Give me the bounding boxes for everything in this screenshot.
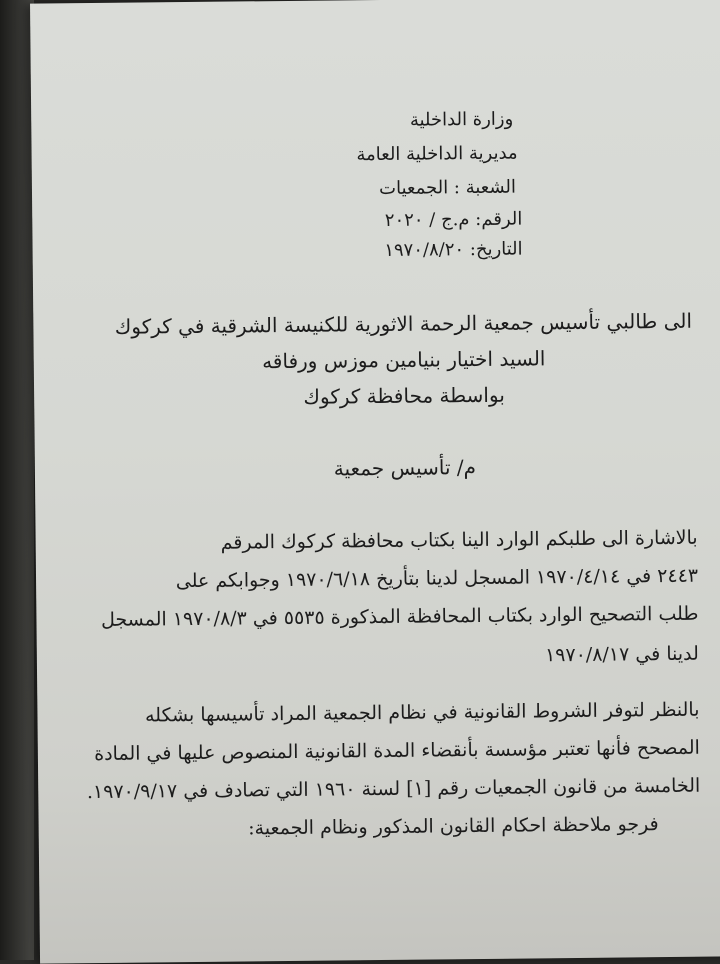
letter-page (30, 0, 720, 964)
addressee-line-2: السيد اختيار بنيامين موزس ورفاقه (262, 346, 546, 374)
addressee-line-1: الى طالبي تأسيس جمعية الرحمة الاثورية للكنيسة الشرقية في كركوك (114, 308, 693, 339)
paragraph-2-line-3: الخامسة من قانون الجمعيات رقم [١] لسنة ١٩٦٠ التي تصادف في ١٩٧٠/٩/١٧. (86, 774, 701, 804)
paragraph-1-line-2: ٢٤٤٣ في ١٩٧٠/٤/١٤ المسجل لدينا بتأريخ ١٩٧٠/٦/١٨ وجوابكم على (175, 564, 699, 593)
paragraph-1-line-3: طلب التصحيح الوارد بكتاب المحافظة المذكورة ٥٥٣٥ في ١٩٧٠/٨/٣ المسجل (100, 602, 699, 631)
letter-date: التاريخ: ١٩٧٠/٨/٢٠ (384, 238, 523, 261)
ministry-name: وزارة الداخلية (409, 108, 514, 131)
reference-number: الرقم: م.ج / ٢٠٢٠ (384, 208, 523, 231)
paragraph-1-line-4: لدينا في ١٩٧٠/٨/١٧ (544, 642, 699, 667)
addressee-line-3: بواسطة محافظة كركوك (303, 382, 505, 409)
paragraph-2-line-1: بالنظر لتوفر الشروط القانونية في نظام الجمعية المراد تأسيسها بشكله (144, 698, 700, 727)
directorate-name: مديرية الداخلية العامة (356, 142, 518, 166)
paragraph-2-line-2: المصحح فأنها تعتبر مؤسسة بأنقضاء المدة القانونية المنصوص عليها في المادة (94, 736, 700, 766)
paragraph-1-line-1: بالاشارة الى طلبكم الوارد الينا بكتاب محافظة كركوك المرقم (220, 526, 698, 554)
closing-line: فرجو ملاحظة احكام القانون المذكور ونظام الجمعية: (248, 813, 659, 840)
background-edge (0, 0, 34, 960)
section-label: الشعبة : الجمعيات (378, 176, 517, 200)
subject-line: م/ تأسيس جمعية (333, 455, 477, 481)
